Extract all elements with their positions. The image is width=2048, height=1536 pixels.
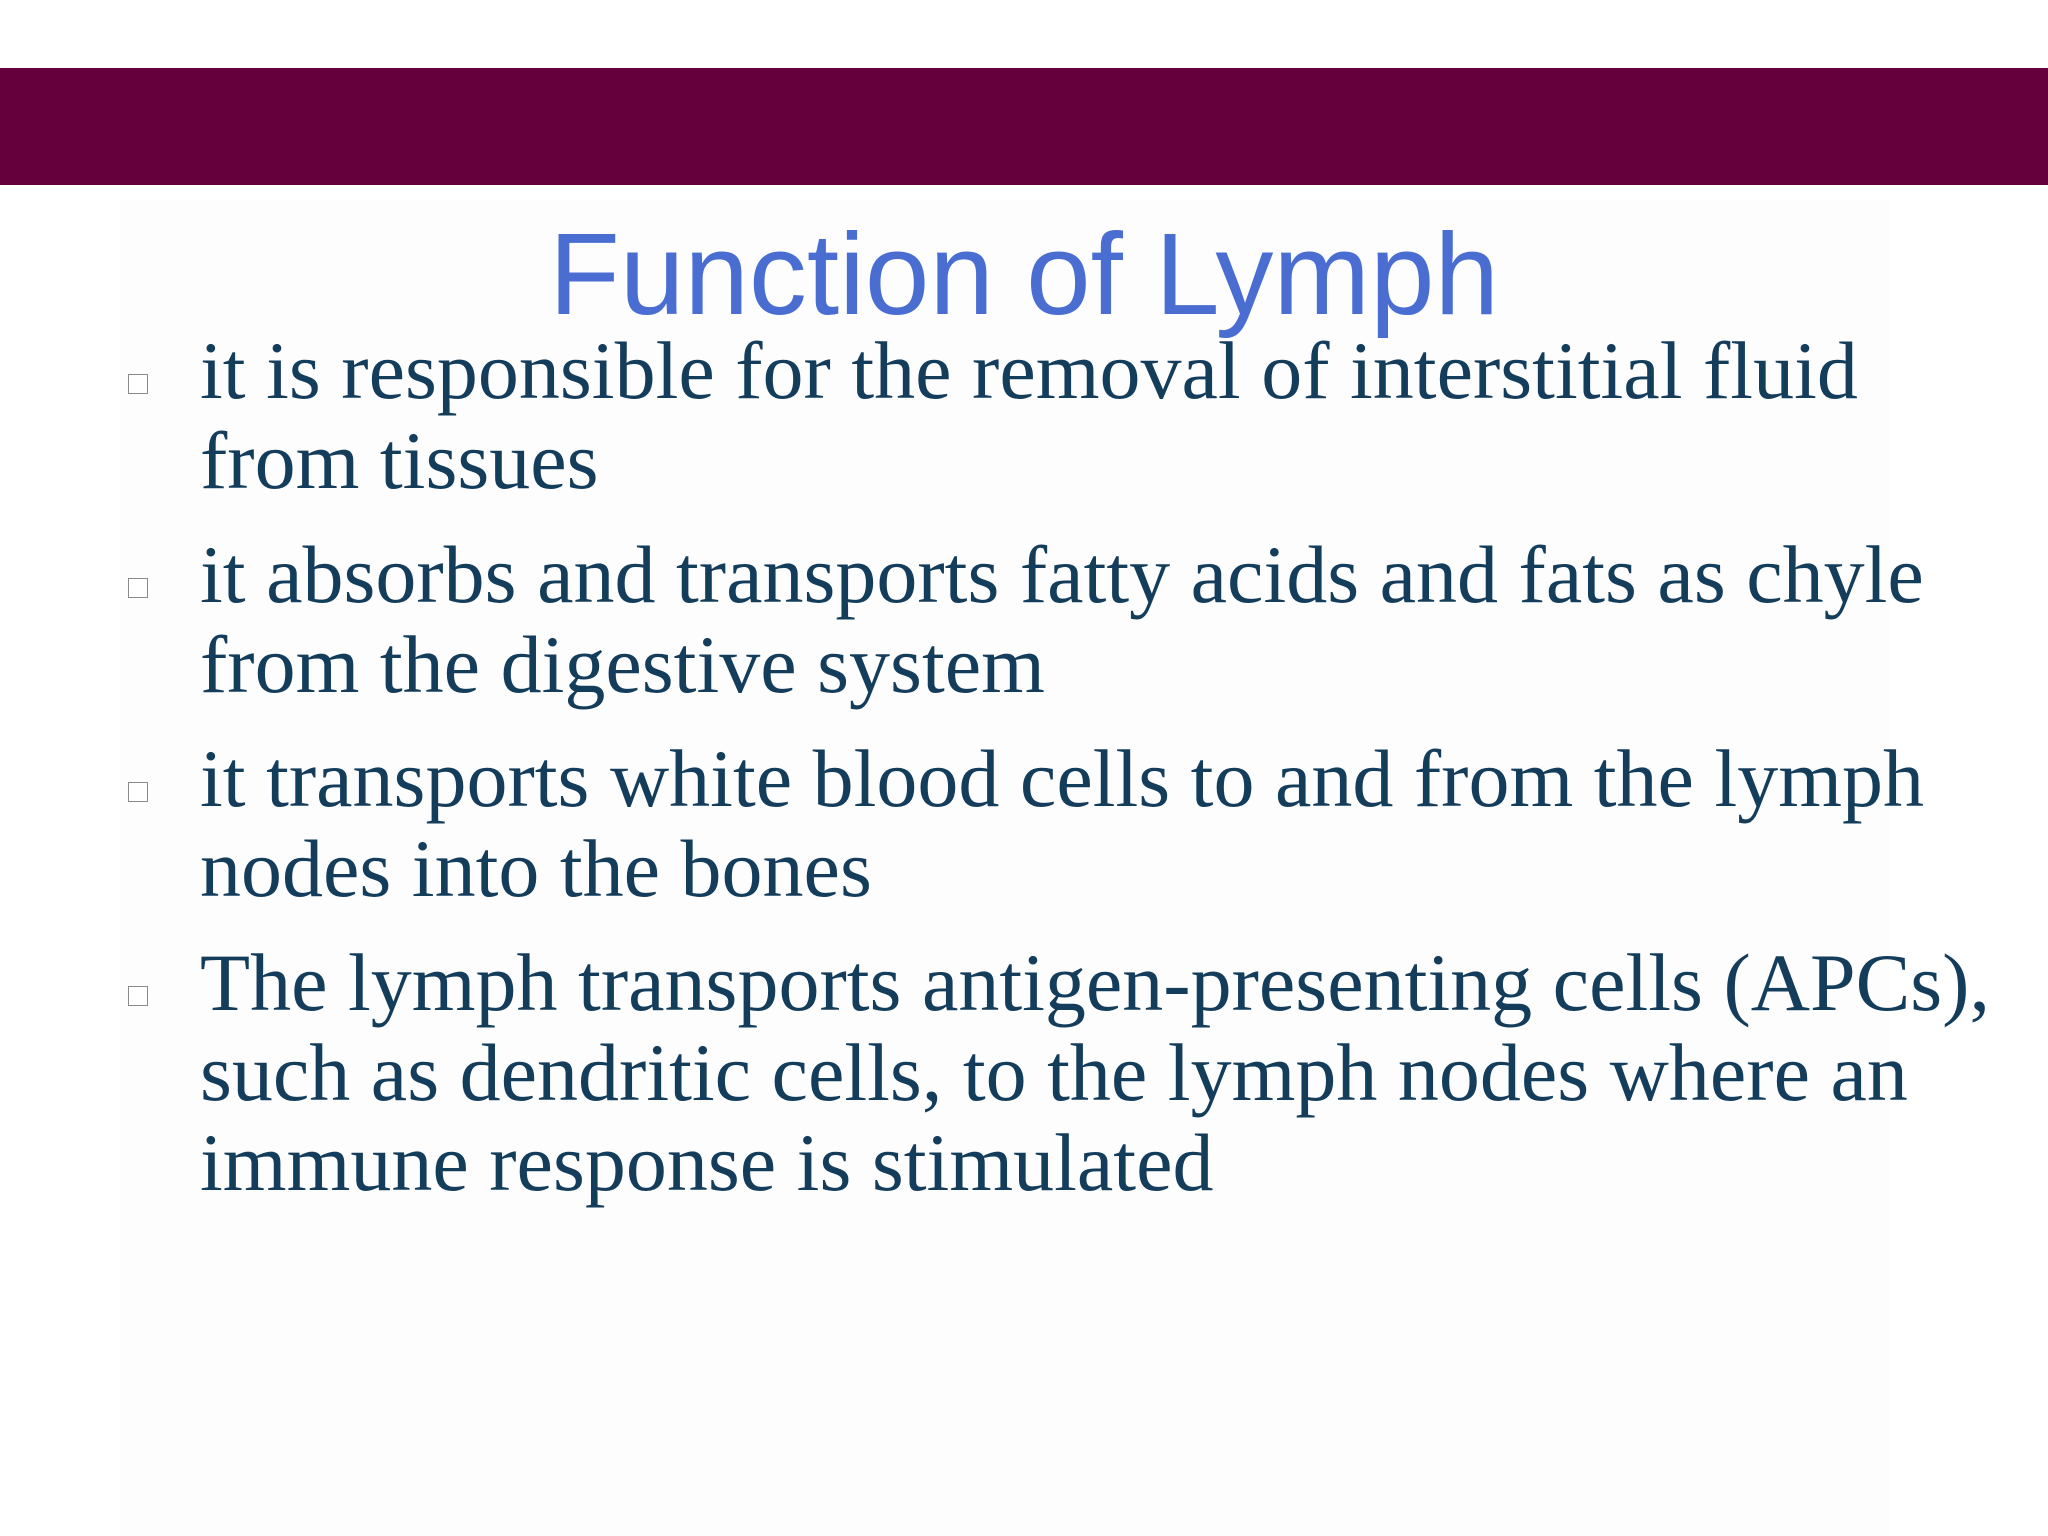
slide-title: Function of Lymph xyxy=(549,209,1499,339)
bullet-text: The lymph transports antigen-presenting cells (APCs), such as dendritic cells, to the lymph nodes where an immune response is stimulated xyxy=(200,937,1990,1208)
bullet-text: it transports white blood cells to and from the lymph nodes into the bones xyxy=(200,733,1925,914)
square-bullet-icon xyxy=(128,782,148,802)
bullet-text: it is responsible for the removal of interstitial fluid from tissues xyxy=(200,325,1858,506)
bullet-item xyxy=(125,326,2005,506)
square-bullet-icon xyxy=(128,374,148,394)
square-bullet-icon xyxy=(128,986,148,1006)
bullet-item xyxy=(125,734,2005,914)
bullet-text: it absorbs and transports fatty acids and fats as chyle from the digestive system xyxy=(200,529,1924,710)
bullet-item xyxy=(125,938,2005,1208)
bullet-item xyxy=(125,530,2005,710)
header-band xyxy=(0,68,2048,185)
bullet-list xyxy=(125,326,2005,1232)
square-bullet-icon xyxy=(128,578,148,598)
